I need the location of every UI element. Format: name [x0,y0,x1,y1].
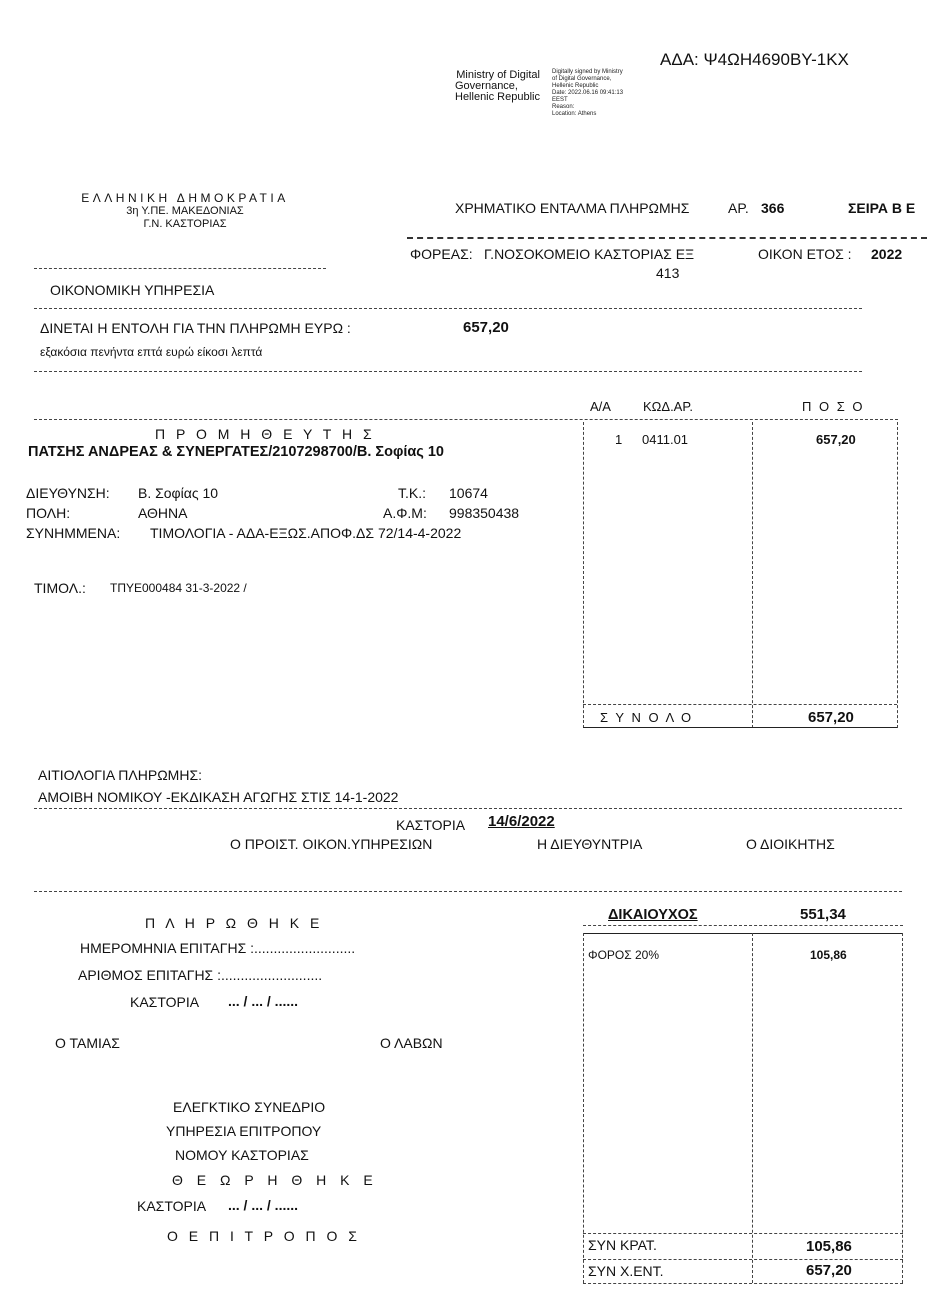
table-row-code: 0411.01 [642,432,689,447]
divider [34,891,902,892]
divider [34,419,898,420]
audit-line: ΥΠΗΡΕΣΙΑ ΕΠΙΤΡΟΠΟΥ [166,1123,322,1139]
total-deductions-value: 105,86 [806,1238,852,1255]
paid-heading: Π Λ Η Ρ Ω Θ Η Κ Ε [145,915,323,931]
address-label: ΔΙΕΥΘΥΝΣΗ: [26,485,110,501]
order-series: ΣΕΙΡΑ Β Ε [848,200,916,216]
col-aa-header: Α/Α [590,399,611,414]
sig-org-line: Ministry of Digital [456,69,540,81]
sig-detail-line: Digitally signed by Ministry [552,69,623,75]
supplier-heading: Π Ρ Ο Μ Η Θ Ε Υ Τ Η Σ [155,426,376,442]
table-border [583,933,584,1283]
beneficiary-label: ΔΙΚΑΙΟΥΧΟΣ [608,907,698,923]
sig-org-line: Hellenic Republic [455,91,540,103]
beneficiary-value: 551,34 [800,906,846,923]
audit-city-label: ΚΑΣΤΟΡΙΑ [137,1198,207,1214]
sig-detail-line: Location: Athens [552,111,597,117]
cheque-date-label: ΗΜΕΡΟΜΗΝΙΑ ΕΠΙΤΑΓΗΣ :.......................... [80,940,356,956]
digital-signature-org [455,70,540,103]
service-name: ΟΙΚΟΝΟΜΙΚΗ ΥΠΗΡΕΣΙΑ [50,282,215,298]
divider [34,371,862,372]
audit-seen: Θ Ε Ω Ρ Η Θ Η Κ Ε [172,1172,378,1188]
agency-label: ΦΟΡΕΑΣ: [410,246,473,262]
amount-in-words: εξακόσια πενήντα επτά ευρώ είκοσι λεπτά [40,345,263,359]
table-row-aa: 1 [615,432,623,447]
justification-label: ΑΙΤΙΟΛΟΓΙΑ ΠΛΗΡΩΜΗΣ: [38,767,203,783]
audit-line: ΕΛΕΓΚΤΙΚΟ ΣΥΝΕΔΡΙΟ [173,1099,326,1115]
postcode-value: 10674 [449,485,488,501]
health-region: 3η Υ.ΠΕ. ΜΑΚΕΔΟΝΙΑΣ [126,205,244,217]
attachments-label: ΣΥΝΗΜΜΕΝΑ: [26,525,121,541]
agency-code: 413 [656,265,680,281]
divider [583,727,897,728]
divider [34,268,326,269]
order-number: 366 [761,200,785,216]
sig-detail-line: Hellenic Republic [552,83,599,89]
divider [407,237,927,239]
paid-city-label: ΚΑΣΤΟΡΙΑ [130,994,200,1010]
total-deductions-label: ΣΥΝ ΚΡΑΤ. [588,1237,657,1253]
supplier-name: ΠΑΤΣΗΣ ΑΝΔΡΕΑΣ & ΣΥΝΕΡΓΑΤΕΣ/2107298700/Β. Σοφίας 10 [28,444,444,460]
audit-line: ΝΟΜΟΥ ΚΑΣΤΟΡΙΑΣ [175,1147,309,1163]
attachments-value: ΤΙΜΟΛΟΓΙΑ - ΑΔΑ-ΕΞΩΣ.ΑΠΟΦ.ΔΣ 72/14-4-2022 [150,525,462,541]
commissioner-label: Ο Ε Π Ι Τ Ρ Ο Π Ο Σ [167,1228,361,1244]
amount-label: ΔΙΝΕΤΑΙ Η ΕΝΤΟΛΗ ΓΙΑ ΤΗΝ ΠΛΗΡΩΜΗ ΕΥΡΩ : [40,320,351,336]
justification-value: ΑΜΟΙΒΗ ΝΟΜΙΚΟΥ -ΕΚΔΙΚΑΣΗ ΑΓΩΓΗΣ ΣΤΙΣ 14-1-2022 [38,789,399,805]
hospital-name: Γ.Ν. ΚΑΣΤΟΡΙΑΣ [143,218,227,230]
sig-detail-line: Reason: [552,104,575,110]
amount-value: 657,20 [463,319,509,336]
order-title: ΧΡΗΜΑΤΙΚΟ ΕΝΤΑΛΜΑ ΠΛΗΡΩΜΗΣ [455,200,690,216]
city-label: ΠΟΛΗ: [26,505,71,521]
total-order-value: 657,20 [806,1262,852,1279]
sig-detail-line: Date: 2022.06.16 09:41:13 [552,90,624,96]
divider [583,704,897,705]
ada-number: ΑΔΑ: Ψ4ΩΗ4690ΒΥ-1ΚΧ [660,50,849,69]
fiscal-year: 2022 [871,246,903,262]
divider [34,808,902,809]
table-border [583,422,584,728]
fiscal-year-label: ΟΙΚΟΝ ΕΤΟΣ : [758,246,852,262]
table-total-value: 657,20 [808,709,854,726]
sig-org-line: Governance, [455,80,518,92]
col-amount-header: Π Ο Σ Ο [802,399,865,414]
total-order-label: ΣΥΝ Χ.ΕΝΤ. [588,1263,664,1279]
table-border [752,933,753,1283]
table-border [897,422,898,728]
paid-city-date: ... / ... / ...... [228,993,299,1009]
cheque-number-label: ΑΡΙΘΜΟΣ ΕΠΙΤΑΓΗΣ :.......................... [78,967,323,983]
col-code-header: ΚΩΔ.ΑΡ. [643,399,693,414]
sig-detail-line: EEST [552,97,568,103]
sig-detail-line: of Digital Governance, [552,76,612,82]
issuer-block [40,192,330,231]
divider [34,308,862,309]
cashier-label: Ο ΤΑΜΙΑΣ [55,1035,120,1051]
table-border [752,422,753,728]
tax-label: ΦΟΡΟΣ 20% [588,948,660,962]
divider [583,1259,903,1260]
table-total-label: Σ Υ Ν Ο Λ Ο [600,710,694,725]
audit-city-date: ... / ... / ...... [228,1197,299,1213]
table-border [902,933,903,1283]
divider [583,1283,903,1284]
country-name: ΕΛΛΗΝΙΚΗ ΔΗΜΟΚΡΑΤΙΑ [81,191,289,205]
divider [583,1233,903,1234]
tax-id-label: Α.Φ.Μ: [383,505,427,521]
divider [583,925,903,926]
receiver-label: Ο ΛΑΒΩΝ [380,1035,443,1051]
invoice-value: ΤΠΥΕ000484 31-3-2022 / [110,581,247,595]
digital-signature-details [552,69,623,118]
divider [583,933,903,934]
order-number-label: ΑΡ. [728,200,749,216]
approval-date: 14/6/2022 [488,813,555,830]
address-value: Β. Σοφίας 10 [138,485,219,501]
tax-value: 105,86 [810,948,847,962]
agency-name: Γ.ΝΟΣΟΚΟΜΕΙΟ ΚΑΣΤΟΡΙΑΣ ΕΞ [484,246,695,262]
invoice-label: ΤΙΜΟΛ.: [34,580,86,596]
city-value: ΑΘΗΝΑ [138,505,188,521]
table-row-amount: 657,20 [816,432,856,447]
postcode-label: Τ.Κ.: [398,485,427,501]
signatory-governor: Ο ΔΙΟΙΚΗΤΗΣ [746,836,835,852]
signatory-director: Η ΔΙΕΥΘΥΝΤΡΙΑ [537,836,643,852]
signatory-finance-head: Ο ΠΡΟΙΣΤ. ΟΙΚΟΝ.ΥΠΗΡΕΣΙΩΝ [230,836,433,852]
tax-id-value: 998350438 [449,505,520,521]
approval-city: ΚΑΣΤΟΡΙΑ [396,817,466,833]
